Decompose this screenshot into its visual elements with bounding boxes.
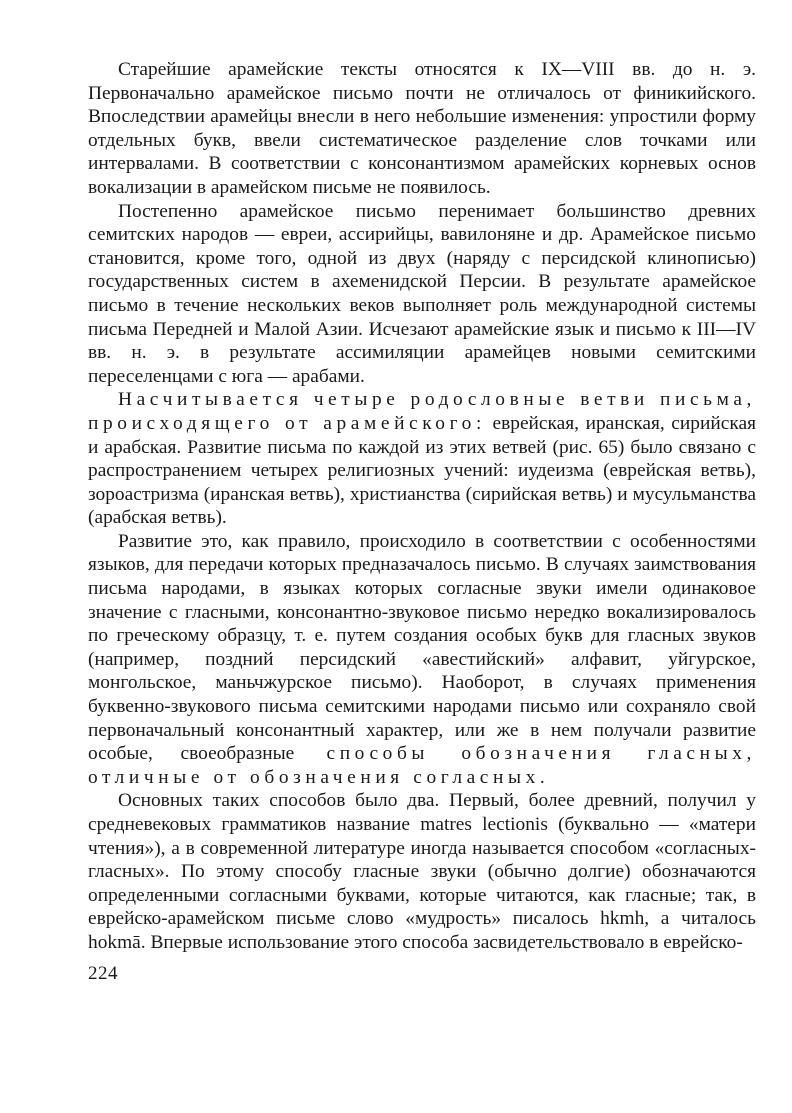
paragraph-branches-text: еврейская, иранская, сирийская и арабская. Развитие письма по каждой из этих ветвей (рис. 65) было связано с распространением четырех религиозных учений: иудеизма (еврейская ветвь), зороастризма (иранская ветвь), христианства (сирийская ветвь) и мусульманства (арабская ветвь).: [88, 412, 756, 529]
paragraph-language-development: [88, 530, 756, 790]
paragraph-aramaic-origins: Старейшие арамейские тексты относятся к IX—VIII вв. до н. э. Первоначально арамейское письмо почти не отличалось от финикийского. Впоследствии арамейцы внесли в него небольшие изменения: упростили форму отдельных букв, ввели систематическое разделение слов точками или интервалами. В соответствии с консонантизмом арамейских корневых основ вокализации в арамейском письме не появилось.: [88, 59, 756, 198]
paragraph-development-text: Развитие это, как правило, происходило в соответствии с особенностями языков, для передачи которых предназачалось письмо. В случаях заимствования письма народами, в языках которых согласные звуки имели одинаковое значение с гласными, консонантно-звуковое письмо нередко вокализировалось по греческому образцу, т. е. путем создания особых букв для гласных звуков (например, поздний персидский «авестийский» алфавит, уйгурское, монгольское, маньчжурское письмо). Наоборот, в случаях применения буквенно-звукового письма семитскими народами письмо или сохраняло свой первоначальный консонантный характер, или же в нем получали развитие особые, своеобразные: [88, 530, 756, 765]
spaced-emphasis-branches: Насчитывается четыре родословные ветви письма, происходящего от арамейского:: [88, 389, 756, 434]
document-page: [88, 58, 756, 955]
paragraph-four-branches: [88, 388, 756, 530]
spaced-emphasis-vowels: способы обозначения гласных, отличные от обозначения согласных.: [88, 743, 756, 788]
paragraph-matres-lectionis: Основных таких способов было два. Первый, более древний, получил у средневековых грамматиков название matres lectionis (буквально — «матери чтения»), а в современной литературе иногда называется способом «согласных-гласных». По этому способу гласные звуки (обычно долгие) обозначаются определенными согласными буквами, которые читаются, как гласные; так, в еврейско-арамейском письме слово «мудрость» писалось hkmh, а читалось hokmā. Впервые использование этого способа засвидетельствовало в еврейско-: [88, 790, 756, 953]
paragraph-aramaic-spread: Постепенно арамейское письмо перенимает большинство древних семитских народов — евреи, ассирийцы, вавилоняне и др. Арамейское письмо становится, кроме того, одной из двух (наряду с персидской клинописью) государственных систем в ахеменидской Персии. В результате арамейское письмо в течение нескольких веков выполняет роль международной системы письма Передней и Малой Азии. Исчезают арамейские язык и письмо к III—IV вв. н. э. в результате ассимиляции арамейцев новыми семитскими переселенцами с юга — арабами.: [88, 200, 756, 387]
page-number: 224: [88, 963, 118, 984]
